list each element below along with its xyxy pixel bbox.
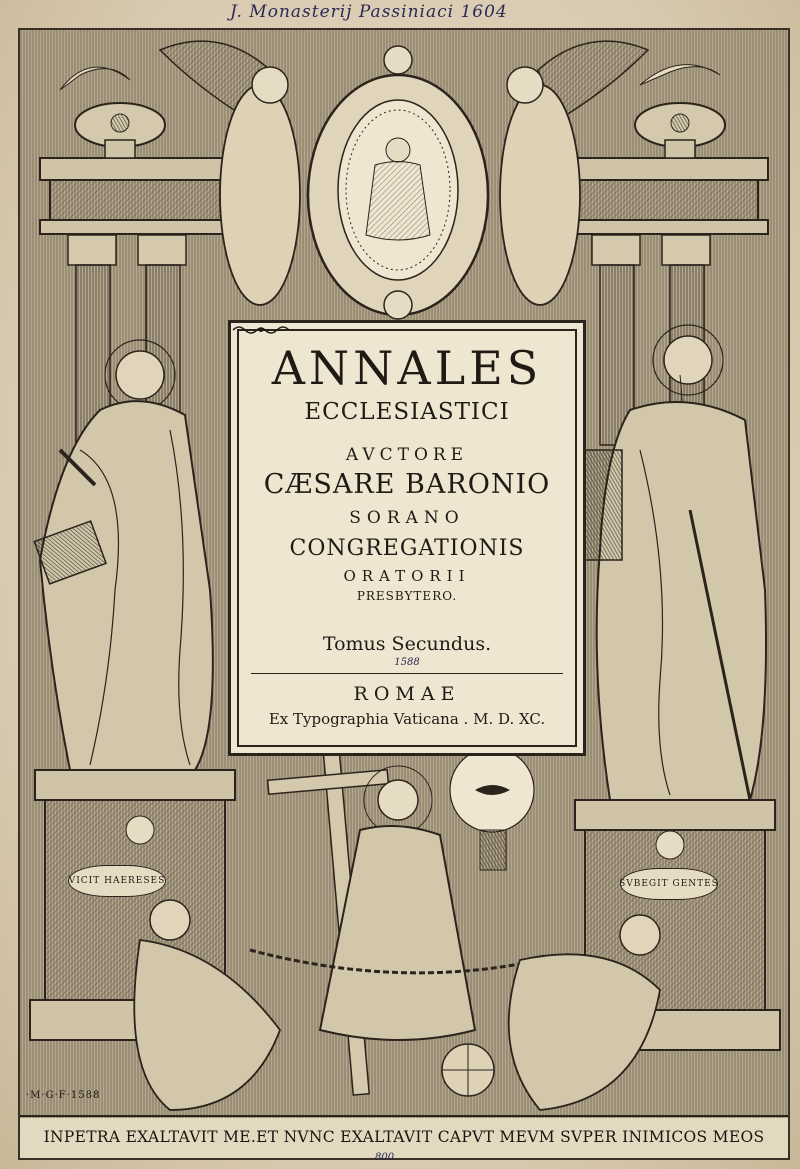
left-pedestal-plaque: VICIT HAERESES	[68, 865, 166, 897]
divider-rule	[251, 673, 563, 674]
globe	[442, 1044, 494, 1096]
auctore-line: AVCTORE	[345, 445, 469, 465]
congregationis-line: CONGREGATIONIS	[289, 536, 525, 561]
oratorii-line: ORATORII	[343, 567, 471, 585]
author-name: CÆSARE BARONIO	[263, 469, 551, 500]
author-origin: SORANO	[349, 508, 465, 528]
imprint-city: ROMAE	[353, 683, 461, 705]
right-cornice	[568, 158, 768, 234]
title: ANNALES	[271, 341, 543, 395]
volume-line: Tomus Secundus.	[322, 633, 492, 655]
presbytero-line: PRESBYTERO.	[356, 589, 458, 603]
engraver-signature: ·M·G·F·1588	[26, 1090, 101, 1101]
subtitle: ECCLESIASTICI	[304, 399, 510, 425]
bottom-motto: INPETRA EXALTAVIT ME.ET NVNC EXALTAVIT CAPVT MEVM SVPER INIMICOS MEOS	[43, 1128, 765, 1146]
fleuron-ornament-icon	[231, 323, 291, 337]
imprint-printer: Ex Typographia Vaticana . M. D. XC.	[268, 710, 546, 728]
right-pedestal-plaque: SVBEGIT GENTES	[620, 868, 718, 900]
title-cartouche	[228, 320, 586, 756]
volume-handwritten-note: 1588	[394, 657, 420, 668]
engraved-plate	[18, 28, 790, 1160]
left-cornice	[40, 158, 240, 234]
page-number-note: 800	[375, 1152, 395, 1163]
manuscript-ownership-inscription: J. Monasterij Passiniaci 1604	[230, 2, 508, 22]
